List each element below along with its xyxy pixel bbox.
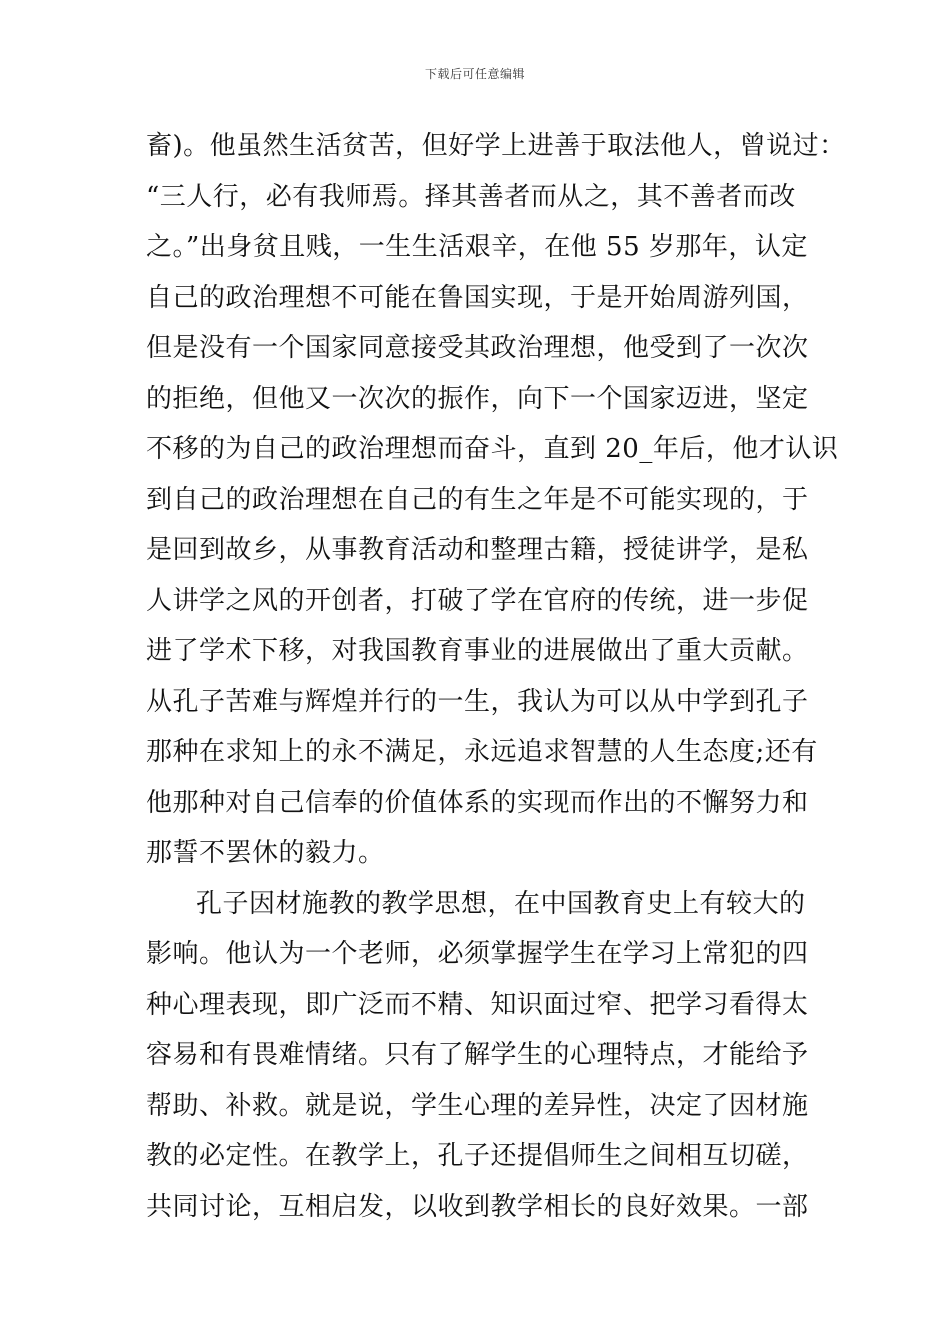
text-line: 到自己的政治理想在自己的有生之年是不可能实现的，于 (146, 484, 809, 515)
text-line: 影响。他认为一个老师，必须掌握学生在学习上常犯的四 (146, 939, 809, 969)
text-line: 的拒绝，但他又一次次的振作，向下一个国家迈进，坚定 (146, 383, 809, 414)
text-line: “三人行，必有我师焉。择其善者而从之，其不善者而改 (146, 181, 796, 212)
body-text (146, 130, 846, 1241)
text-line: 但是没有一个国家同意接受其政治理想，他受到了一次次 (146, 333, 809, 363)
text-line: 不移的为自己的政治理想而奋斗，直到 20_年后，他才认识 (146, 434, 839, 464)
text-line: 帮助、补救。就是说，学生心理的差异性，决定了因材施 (146, 1090, 809, 1121)
text-line: 之。”出身贫且贱，一生生活艰辛，在他 55 岁那年，认定 (146, 232, 808, 262)
text-line: 他那种对自己信奉的价值体系的实现而作出的不懈努力和 (146, 787, 809, 818)
text-line: 是回到故乡，从事教育活动和整理古籍，授徒讲学，是私 (146, 535, 809, 565)
text-line: 人讲学之风的开创者，打破了学在官府的传统，进一步促 (146, 585, 809, 616)
text-line: 那种在求知上的永不满足，永远追求智慧的人生态度;还有 (146, 737, 818, 767)
text-line: 畜)。他虽然生活贫苦，但好学上进善于取法他人，曾说过： (146, 131, 846, 161)
page-header: 下载后可任意编辑 (424, 67, 525, 81)
text-line: 进了学术下移，对我国教育事业的进展做出了重大贡献。 (146, 636, 809, 666)
text-line: 自己的政治理想不可能在鲁国实现，于是开始周游列国， (146, 282, 809, 313)
paragraph-start-line: 孔子因材施教的教学思想，在中国教育史上有较大的 (196, 888, 806, 919)
text-line: 容易和有畏难情绪。只有了解学生的心理特点，才能给予 (146, 1040, 809, 1070)
text-line: 从孔子苦难与辉煌并行的一生，我认为可以从中学到孔子 (146, 686, 809, 717)
text-line: 教的必定性。在教学上，孔子还提倡师生之间相互切磋， (146, 1141, 809, 1171)
text-line: 种心理表现，即广泛而不精、知识面过窄、把学习看得太 (146, 989, 809, 1020)
text-line: 共同讨论，互相启发，以收到教学相长的良好效果。一部 (146, 1191, 809, 1222)
text-line: 那誓不罢休的毅力。 (146, 838, 385, 868)
